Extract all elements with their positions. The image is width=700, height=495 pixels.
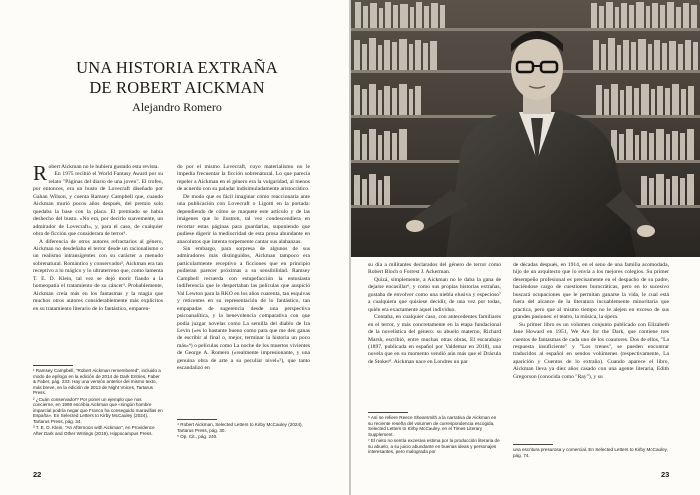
paragraph: Robert Aickman no le hubiera gustado esta revista.	[33, 160, 159, 185]
paragraph: Su primer libro es un volumen conjunto publicado con Elizabeth Jane Howard en 1951, We Are for the Dark, que contiene tres cuentos de fantasmas de cada uno de los coautores. Dos de ellos, "La respuesta insuficiente" y "Los trenes", se pueden encontrar traducidos al español en sendos volúmenes (respectivamente, La aparición y Cuentos de lo extraño). Cuando aparece el libro, Aickman lleva ya diez años casado con una agente literaria, Edith Gregorson (conocida como "Ray"), y su	[513, 321, 669, 380]
right-footnotes-2	[513, 447, 669, 459]
right-column-1	[368, 262, 501, 410]
footnote-rule	[368, 412, 408, 413]
right-footnotes-1	[368, 415, 501, 455]
footnote-rule	[513, 444, 553, 445]
footnote: ⁶ Así se refiere Reece Shearsmith a la narrativa de Aickman en su reciente reseña del volumen de correspondencia escogida, Selected Letters to Kirby McCauley, en el Times Literary Supplement.	[368, 415, 497, 437]
footnote: ⁷ El nieto no sentía excesiva estima por la producción literaria de su abuelo, a su juicio abundante en buenas ideas y personajes interesantes, pero malograda por	[368, 437, 500, 455]
footnote: ¹ Ramsey Campbell, "Robert Aickman remembered", incluido a modo de epílogo en la edición de 2014 de Dark Entries, Faber & Faber, pág. 233. Hay una versión anterior del mismo texto, más breve, en la edición de 2013 de Night Voices, Tartarus Press.	[33, 368, 161, 396]
article-author: Alejandro Romero	[132, 100, 222, 114]
footnote: ² ¿Cuán conservador? Por poner un ejemplo que nos concierne, en 1969 escribía Aickman que «ningún hombre imparcial podría negar que Franco ha conseguido maravillas en España». En Selected Letters to Kirby McCauley (2024), Tartarus Press, pág. 34.	[33, 396, 163, 424]
footnote: una escritura presurosa y comercial. En Selected Letters to Kirby McCauley, pág. 74.	[513, 447, 668, 458]
paragraph: A diferencia de otros autores refractarios al género, Aickman no desdeñaba el terror desde un racionalismo o un realismo intransigentes con su carácter a menudo sobrenatural. Romántico y conservador², Aickman era tan receptivo a lo mágico y lo ultraterreno que, como lamenta T. E. D. Klein, tal vez se dejó morir fiando a la homeopatía el tratamiento de su cáncer³. Probablemente, Aickman creía más en los fantasmas y la magia que muchos otros autores considerablemente más explícitos en su tratamiento literario de lo fantástico, emparen-	[33, 238, 163, 312]
left-footnotes-2	[177, 422, 310, 440]
footnote: ³ T. E. D. Klein, "An Afternoon with Aickman", en Providence After Dark and Other Writings (2019), Hippocampus Press.	[33, 425, 155, 436]
dropcap-letter: R	[33, 160, 48, 185]
paragraph: De modo que es fácil imaginar cómo reaccionaría ante una publicación con Lovecraft o Ligotti en la portada: dependiendo de cómo se maquete este artículo y de las imágenes que lo ilustren, tal vez condescendiera en recortar estas páginas para guardarlas, suponiendo que pudiese digerir la mediocridad de esta prosa abundante en anacolutos que intenta torpemente cantar sus alabanzas.	[177, 193, 310, 245]
paragraph: Quizá, simplemente, a Aickman no le daba la gana de dejarse encasillar⁶, y como sus propias historias extrañas, gustaba de envolver como una niebla elusiva y especioso⁷ a cualquiera que quisiese decidir, de una vez por todas, quién era exactamente aquel individuo.	[368, 276, 501, 313]
right-page	[351, 0, 700, 495]
footnote: ⁵ Op. Cit., pág. 240.	[177, 433, 218, 439]
footnote: ⁴ Robert Aickman, Selected Letters to Kirby McCauley (2024), Tartarus Press, pág. 30.	[177, 422, 303, 433]
page-number-left: 22	[33, 470, 42, 479]
paragraph: do por el mismo Lovecraft, cuyo materialismo no le impedía frecuentar la ficción sobrenatural. Lo que parecía repeler a Aickman en el género era la vulgaridad, al menos de acuerdo con su paladar indisimuladamente aristocrático.	[177, 164, 310, 193]
left-page	[0, 0, 349, 495]
paragraph: En 1975 recibió el World Fantasy Award por su relato "Páginas del diario de una joven". El trofeo, por entonces, era un busto de Lovecraft diseñado por Gahan Wilson, y cuenta Ramsey Campbell que, cuando Aickman murió pocos años después, del premio solo quedaba la base con la placa. El premiado se había deshecho del busto. «No era, por decirlo suavemente, un admirador de Lovecraft», y, para el caso, de cualquier obra de ficción que considerara de terror¹.	[33, 171, 163, 238]
article-title	[52, 58, 302, 98]
portrait-photo-icon	[351, 0, 700, 257]
page-number-right: 23	[661, 470, 670, 479]
title-line-1: UNA HISTORIA EXTRAÑA	[76, 58, 278, 77]
paragraph: Sin embargo, para sorpresa de algunos de sus admiradores más distinguidos, Aickman tampoco era particularmente receptivo a ficciones que en principio pudieran parecer próximas a su sensibilidad. Ramsey Campbell recuerda con estupefacción la entusiasta indiferencia que le despertaban las películas que auspició Val Lewton para la RKO en los años cuarenta, tan esquivas y reticentes en su representación de lo fantástico, tan empapadas de sugerencia desde una perspectiva psicoanalítica, y la benevolencia comparativa con que podía juzgar novelas como La semilla del diablo de Ira Levin («es lo bastante bueno como para que me den ganas de escribir al final o, mejor, terminar la historia un poco más»⁴) o películas como La noche de los muertos vivientes de George A. Romero («realmente impresionante, y una genuina obra de arte a su peculiar nivel»⁵), que tanto escandalizó en	[177, 245, 310, 372]
left-column-1	[33, 160, 163, 364]
paragraph: su día a militantes declarados del género de terror como Robert Bloch o Forrest J. Ackerman.	[368, 262, 501, 276]
paragraph: Contaba, en cualquier caso, con antecedentes familiares en el terror, y más concretamente en la etapa fundacional de la novelística del género: su abuelo materno, Richard Marsh, escribió, entre muchas otras obras, El escarabajo (1897, publicada en español por Valdemar en 2018), una novela que en su momento vendió aún más que el Drácula de Stoker⁸. Aickman nace en Londres un par	[368, 314, 501, 365]
footnote-rule	[177, 419, 217, 420]
left-footnotes-1	[33, 368, 163, 437]
photo-illustration	[351, 0, 700, 257]
paragraph: de décadas después, en 1914, en el seno de una familia acomodada, hijo de un arquitecto que lo envía a los mejores colegios. Su primer desempeño profesional es precisamente en el despacho de su padre, haciéndose cargo de cuestiones burocráticas, pero en lo sucesivo buscará ocupaciones que le permitan ganarse la vida, le cual está fuera del alcance de la literatura incuablemente minoritaria que practica, pero que al mismo tiempo no le alejen en exceso de sus grandes pasiones: el teatro, la música, la ópera.	[513, 262, 669, 321]
left-column-2	[177, 164, 310, 416]
footnote-rule	[33, 365, 73, 366]
right-column-2	[513, 262, 669, 462]
title-line-2: DE ROBERT AICKMAN	[89, 78, 265, 97]
